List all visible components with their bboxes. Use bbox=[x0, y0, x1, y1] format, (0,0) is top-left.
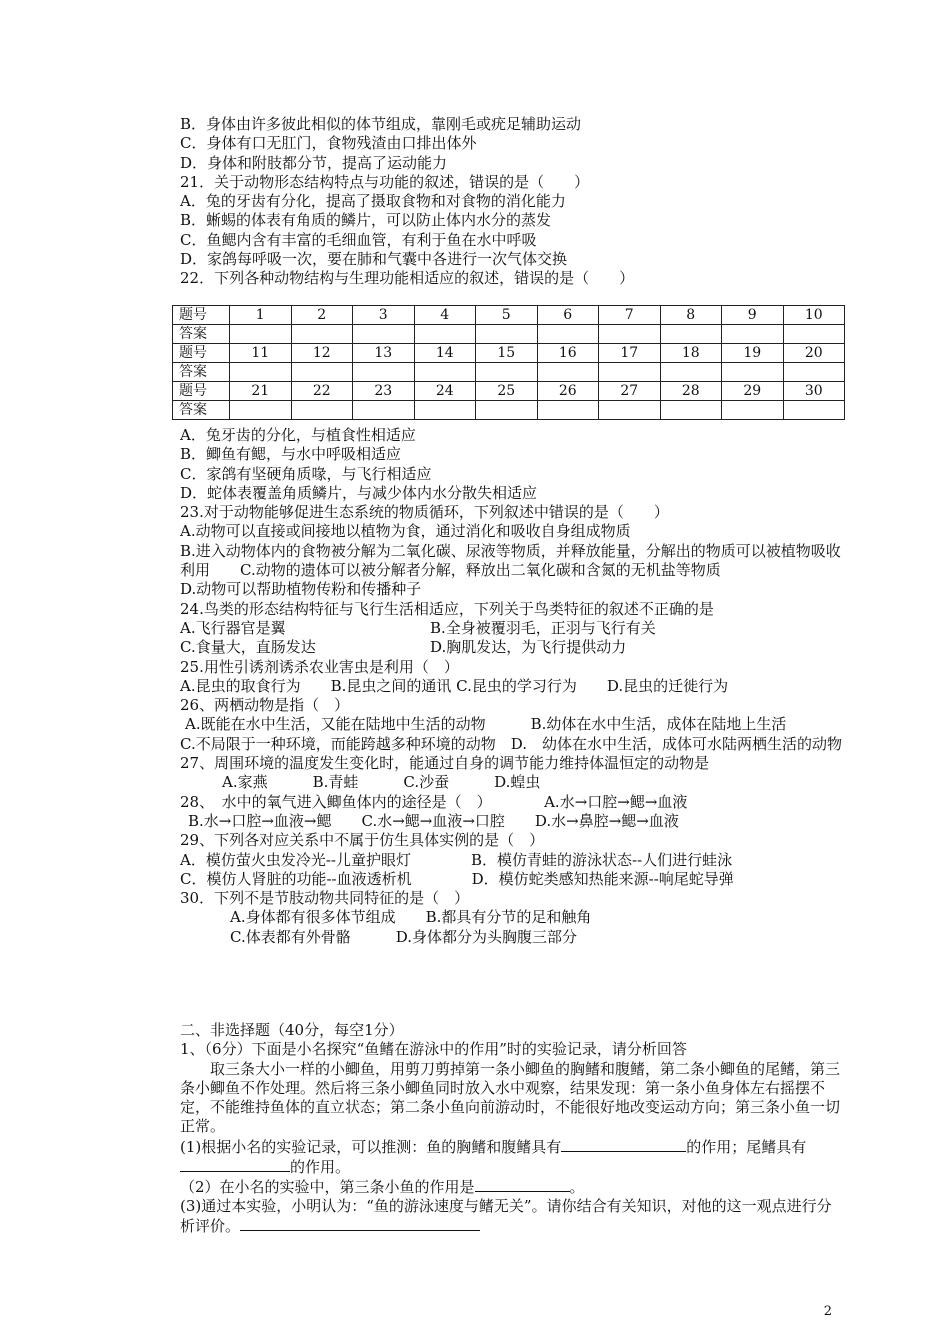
question-24-option: B.全身被覆羽毛，正羽与飞行有关 bbox=[430, 618, 656, 637]
question-30-options: A.身体都有很多体节组成 B.都具有分节的足和触角 bbox=[230, 908, 592, 927]
question-23-stem: 23.对于动物能够促进生态系统的物质循环，下列叙述中错误的是（ ） bbox=[180, 503, 669, 522]
question-21-option: D．家鸽每呼吸一次，要在肺和气囊中各进行一次气体交换 bbox=[180, 250, 568, 269]
table-cell: 22 bbox=[291, 382, 353, 401]
answer-cell[interactable] bbox=[599, 363, 661, 382]
table-cell: 30 bbox=[783, 382, 845, 401]
section-title: 二、非选择题（40分，每空1分） bbox=[180, 1021, 404, 1039]
table-cell: 17 bbox=[599, 344, 661, 363]
question-28-stem: 28、 水中的氧气进入鲫鱼体内的途径是（ ） A.水→口腔→鳃→血液 bbox=[180, 792, 688, 811]
answer-cell[interactable] bbox=[230, 325, 292, 344]
table-cell: 23 bbox=[353, 382, 415, 401]
question-28-options: B.水→口腔→血液→鳃 C.水→鳃→血液→口腔 D.水→鼻腔→鳃→血液 bbox=[188, 811, 679, 830]
table-answer-label: 答案 bbox=[173, 325, 230, 344]
question-26-option: C.不局限于一种环境，而能跨越多种环境的动物 D. 幼体在水中生活，成体可水陆两栖生活的动物 bbox=[180, 734, 842, 753]
question-23-option: D.动物可以帮助植物传粉和传播种子 bbox=[180, 580, 422, 599]
answer-cell[interactable] bbox=[291, 325, 353, 344]
table-cell: 21 bbox=[230, 382, 292, 401]
table-cell: 2 bbox=[291, 306, 353, 325]
table-cell: 15 bbox=[476, 344, 538, 363]
question-27-options: A.家燕 B.青蛙 C.沙蚕 D.蝗虫 bbox=[222, 773, 541, 792]
answer-cell[interactable] bbox=[230, 401, 292, 420]
answer-cell[interactable] bbox=[660, 401, 722, 420]
table-cell: 24 bbox=[414, 382, 476, 401]
answer-cell[interactable] bbox=[660, 325, 722, 344]
question-1-part-1 bbox=[180, 1137, 845, 1178]
question-30-stem: 30．下列不是节肢动物共同特征的是（ ） bbox=[180, 889, 470, 908]
answer-cell[interactable] bbox=[476, 325, 538, 344]
table-cell: 25 bbox=[476, 382, 538, 401]
table-answer-label: 答案 bbox=[173, 363, 230, 382]
question-23-option: B.进入动物体内的食物被分解为二氧化碳、尿液等物质，并释放能量，分解出的物质可以被植物吸收利用 C.动物的遗体可以被分解者分解，释放出二氧化碳和含氮的无机盐等物质 bbox=[180, 541, 841, 580]
table-cell: 6 bbox=[537, 306, 599, 325]
table-cell: 19 bbox=[722, 344, 784, 363]
question-1-part-3 bbox=[180, 1197, 845, 1237]
question-21-option: C．鱼鳃内含有丰富的毛细血管，有利于鱼在水中呼吸 bbox=[180, 230, 537, 249]
question-26-option: A.既能在水中生活，又能在陆地中生活的动物 B.幼体在水中生活，成体在陆地上生活 bbox=[185, 715, 787, 734]
question-22-option: D．蛇体表覆盖角质鳞片，与减少体内水分散失相适应 bbox=[180, 483, 538, 502]
answer-cell[interactable] bbox=[537, 401, 599, 420]
part-1-text: (1)根据小名的实验记录，可以推测：鱼的胸鳍和腹鳍具有 bbox=[180, 1137, 562, 1156]
text-line: C．身体有口无肛门，食物残渣由口排出体外 bbox=[180, 134, 477, 153]
question-22-option: B．鲫鱼有鳃，与水中呼吸相适应 bbox=[180, 445, 402, 464]
part-1-text: 的作用；尾鳍具有 bbox=[686, 1137, 807, 1156]
answer-cell[interactable] bbox=[722, 401, 784, 420]
question-22-option: C．家鸽有坚硬角质喙，与飞行相适应 bbox=[180, 464, 432, 483]
table-cell: 13 bbox=[353, 344, 415, 363]
table-cell: 8 bbox=[660, 306, 722, 325]
question-block-top bbox=[180, 115, 845, 289]
table-cell: 16 bbox=[537, 344, 599, 363]
table-cell: 10 bbox=[783, 306, 845, 325]
answer-cell[interactable] bbox=[353, 363, 415, 382]
table-cell: 26 bbox=[537, 382, 599, 401]
answer-cell[interactable] bbox=[599, 325, 661, 344]
part-3-text: (3)通过本实验，小明认为：“鱼的游泳速度与鳍无关”。请你结合有关知识，对他的这一观点进行分析评价。 bbox=[180, 1196, 832, 1235]
table-header-label: 题号 bbox=[173, 306, 230, 325]
answer-blank[interactable] bbox=[475, 1177, 570, 1192]
answer-cell[interactable] bbox=[599, 401, 661, 420]
table-cell: 29 bbox=[722, 382, 784, 401]
answer-cell[interactable] bbox=[353, 325, 415, 344]
table-cell: 7 bbox=[599, 306, 661, 325]
question-25-options: A.昆虫的取食行为 B.昆虫之间的通讯 C.昆虫的学习行为 D.昆虫的迁徙行为 bbox=[180, 676, 729, 695]
answer-cell[interactable] bbox=[230, 363, 292, 382]
question-22-option: A．兔牙齿的分化，与植食性相适应 bbox=[180, 426, 416, 444]
question-24-option: D.胸肌发达，为飞行提供动力 bbox=[430, 638, 627, 657]
answer-cell[interactable] bbox=[414, 325, 476, 344]
table-cell: 14 bbox=[414, 344, 476, 363]
page-number: 2 bbox=[823, 1304, 832, 1319]
question-24-option: A.飞行器官是翼 bbox=[180, 618, 286, 637]
question-25-stem: 25.用性引诱剂诱杀农业害虫是利用（ ） bbox=[180, 657, 459, 676]
table-answer-label: 答案 bbox=[173, 401, 230, 420]
answer-cell[interactable] bbox=[722, 363, 784, 382]
table-cell: 12 bbox=[291, 344, 353, 363]
question-21-option: A．兔的牙齿有分化，提高了摄取食物和对食物的消化能力 bbox=[180, 192, 566, 211]
answer-cell[interactable] bbox=[783, 325, 845, 344]
table-cell: 11 bbox=[230, 344, 292, 363]
question-21-stem: 21．关于动物形态结构特点与功能的叙述，错误的是（ ） bbox=[180, 172, 590, 191]
table-header-label: 题号 bbox=[173, 344, 230, 363]
answer-blank[interactable] bbox=[180, 1157, 290, 1172]
answer-cell[interactable] bbox=[660, 363, 722, 382]
table-row bbox=[173, 401, 845, 420]
table-cell: 20 bbox=[783, 344, 845, 363]
table-cell: 3 bbox=[353, 306, 415, 325]
text-line: B．身体由许多彼此相似的体节组成，靠刚毛或疣足辅助运动 bbox=[180, 115, 582, 133]
table-cell: 27 bbox=[599, 382, 661, 401]
answer-cell[interactable] bbox=[353, 401, 415, 420]
answer-cell[interactable] bbox=[476, 401, 538, 420]
table-row bbox=[173, 325, 845, 344]
question-23-option: A.动物可以直接或间接地以植物为食，通过消化和吸收自身组成物质 bbox=[180, 522, 631, 541]
question-24-options-row bbox=[180, 619, 845, 638]
table-cell: 18 bbox=[660, 344, 722, 363]
table-cell: 1 bbox=[230, 306, 292, 325]
question-24-options-row bbox=[180, 638, 845, 657]
table-cell: 9 bbox=[722, 306, 784, 325]
question-1-part-2 bbox=[180, 1177, 845, 1196]
question-24-stem: 24.鸟类的形态结构特征与飞行生活相适应，下列关于鸟类特征的叙述不正确的是 bbox=[180, 599, 714, 618]
answer-cell[interactable] bbox=[537, 325, 599, 344]
answer-cell[interactable] bbox=[414, 363, 476, 382]
question-29-options: A．模仿萤火虫发冷光--儿童护眼灯 B．模仿青蛙的游泳状态--人们进行蛙泳 bbox=[180, 850, 733, 869]
table-header-label: 题号 bbox=[173, 382, 230, 401]
question-29-options: C．模仿人肾脏的功能--血液透析机 D．模仿蛇类感知热能来源--响尾蛇导弹 bbox=[180, 869, 734, 888]
answer-cell[interactable] bbox=[476, 363, 538, 382]
table-cell: 5 bbox=[476, 306, 538, 325]
table-cell: 4 bbox=[414, 306, 476, 325]
question-1-stem: 1、（6分）下面是小名探究“鱼鳍在游泳中的作用”时的实验记录，请分析回答 bbox=[180, 1040, 687, 1059]
question-27-stem: 27、周围环境的温度发生变化时，能通过自身的调节能力维持体温恒定的动物是 bbox=[180, 754, 710, 773]
answer-cell[interactable] bbox=[414, 401, 476, 420]
table-row bbox=[173, 306, 845, 325]
answer-cell[interactable] bbox=[722, 325, 784, 344]
question-1-body: 取三条大小一样的小鲫鱼，用剪刀剪掉第一条小鲫鱼的胸鳍和腹鳍，第二条小鲫鱼的尾鳍，第三条小鲫鱼不作处理。然后将三条小鲫鱼同时放入水中观察，结果发现：第一条小鱼身体左右摇摆不定，不能维持鱼体的直立状态；第二条小鱼向前游动时，不能很好地改变运动方向；第三条小鱼一切正常。 bbox=[180, 1059, 841, 1136]
question-block-middle bbox=[180, 426, 845, 947]
question-30-options: C.体表都有外骨骼 D.身体都分为头胸腹三部分 bbox=[230, 927, 577, 946]
answer-blank[interactable] bbox=[240, 1216, 480, 1231]
answer-cell[interactable] bbox=[783, 401, 845, 420]
part-2-text: （2）在小名的实验中，第三条小鱼的作用是 bbox=[180, 1178, 475, 1197]
answer-cell[interactable] bbox=[291, 363, 353, 382]
answer-blank[interactable] bbox=[561, 1137, 686, 1152]
table-row bbox=[173, 344, 845, 363]
question-21-option: B．蜥蜴的体表有角质的鳞片，可以防止体内水分的蒸发 bbox=[180, 211, 552, 230]
table-cell: 28 bbox=[660, 382, 722, 401]
answer-cell[interactable] bbox=[783, 363, 845, 382]
table-row bbox=[173, 382, 845, 401]
answer-cell[interactable] bbox=[291, 401, 353, 420]
question-29-stem: 29、下列各对应关系中不属于仿生具体实例的是（ ） bbox=[180, 831, 545, 850]
table-row bbox=[173, 363, 845, 382]
question-24-option: C.食量大，直肠发达 bbox=[180, 638, 316, 657]
text-line: D．身体和附肢都分节，提高了运动能力 bbox=[180, 153, 448, 172]
answer-cell[interactable] bbox=[537, 363, 599, 382]
part-1-text: 的作用。 bbox=[290, 1158, 351, 1177]
section-nonchoice bbox=[180, 1021, 845, 1236]
answer-table bbox=[172, 305, 845, 420]
question-22-stem: 22．下列各种动物结构与生理功能相适应的叙述，错误的是（ ） bbox=[180, 269, 635, 288]
part-2-text: 。 bbox=[569, 1178, 585, 1197]
question-26-stem: 26、两栖动物是指（ ） bbox=[180, 696, 350, 715]
